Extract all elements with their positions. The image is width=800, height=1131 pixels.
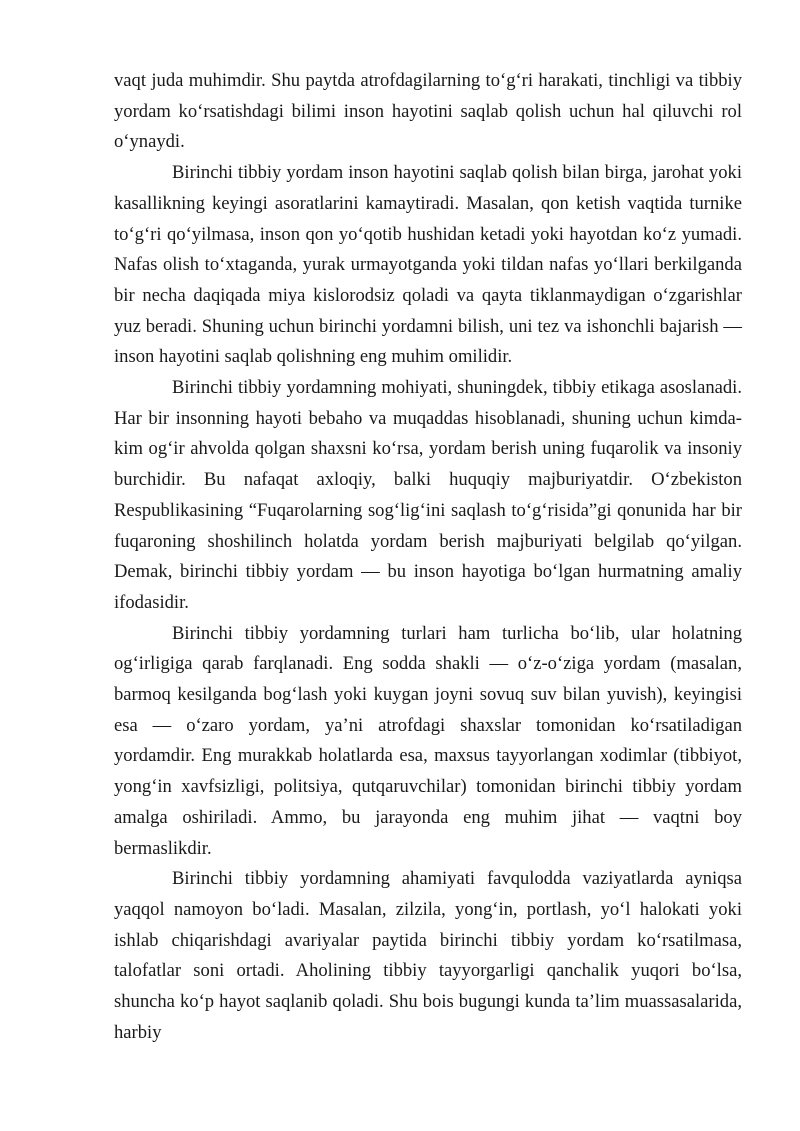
paragraph-2: Birinchi tibbiy yordam inson hayotini saqlab qolish bilan birga, jarohat yoki kasallikning keyingi asoratlarini kamaytiradi. Masalan, qon ketish vaqtida turnike to‘g‘ri qo‘yilmasa, inson qon yo‘qotib hushidan ketadi yoki hayotdan ko‘z yumadi. Nafas olish to‘xtaganda, yurak urmayotganda yoki tildan nafas yo‘llari berkilganda bir necha daqiqada miya kislorodsiz qoladi va qayta tiklanmaydigan o‘zgarishlar yuz beradi. Shuning uchun birinchi yordamni bilish, uni tez va ishonchli bajarish — inson hayotini saqlab qolishning eng muhim omilidir. bbox=[114, 162, 742, 368]
paragraph-4: Birinchi tibbiy yordamning turlari ham turlicha bo‘lib, ular holatning og‘irligiga qarab farqlanadi. Eng sodda shakli — o‘z-o‘ziga yordam (masalan, barmoq kesilganda bog‘lash yoki kuygan joyni sovuq suv bilan yuvish), keyingisi esa — o‘zaro yordam, ya’ni atrofdagi shaxslar tomonidan ko‘rsatiladigan yordamdir. Eng murakkab holatlarda esa, maxsus tayyorlangan xodimlar (tibbiyot, yong‘in xavfsizligi, politsiya, qutqaruvchilar) tomonidan birinchi tibbiy yordam amalga oshiriladi. Ammo, bu jarayonda eng muhim jihat — vaqtni boy bermaslikdir. bbox=[114, 622, 742, 859]
document-page bbox=[114, 66, 742, 1049]
paragraph-5: Birinchi tibbiy yordamning ahamiyati favqulodda vaziyatlarda ayniqsa yaqqol namoyon bo‘ladi. Masalan, zilzila, yong‘in, portlash, yo‘l halokati yoki ishlab chiqarishdagi avariyalar paytida birinchi tibbiy yordam ko‘rsatilmasa, talofatlar soni ortadi. Aholining tibbiy tayyorgarligi qanchalik yuqori bo‘lsa, shuncha ko‘p hayot saqlanib qoladi. Shu bois bugungi kunda ta’lim muassasalarida, harbiy bbox=[114, 868, 742, 1043]
paragraph-3: Birinchi tibbiy yordamning mohiyati, shuningdek, tibbiy etikaga asoslanadi. Har bir insonning hayoti bebaho va muqaddas hisoblanadi, shuning uchun kimda-kim og‘ir ahvolda qolgan shaxsni ko‘rsa, yordam berish uning fuqarolik va insoniy burchidir. Bu nafaqat axloqiy, balki huquqiy majburiyatdir. O‘zbekiston Respublikasining “Fuqarolarning sog‘lig‘ini saqlash to‘g‘risida”gi qonunida har bir fuqaroning shoshilinch holatda yordam berish majburiyati belgilab qo‘yilgan. Demak, birinchi tibbiy yordam — bu inson hayotiga bo‘lgan hurmatning amaliy ifodasidir. bbox=[114, 377, 742, 613]
paragraph-1: vaqt juda muhimdir. Shu paytda atrofdagilarning to‘g‘ri harakati, tinchligi va tibbiy yordam ko‘rsatishdagi bilimi inson hayotini saqlab qolish uchun hal qiluvchi rol o‘ynaydi. bbox=[114, 70, 742, 153]
